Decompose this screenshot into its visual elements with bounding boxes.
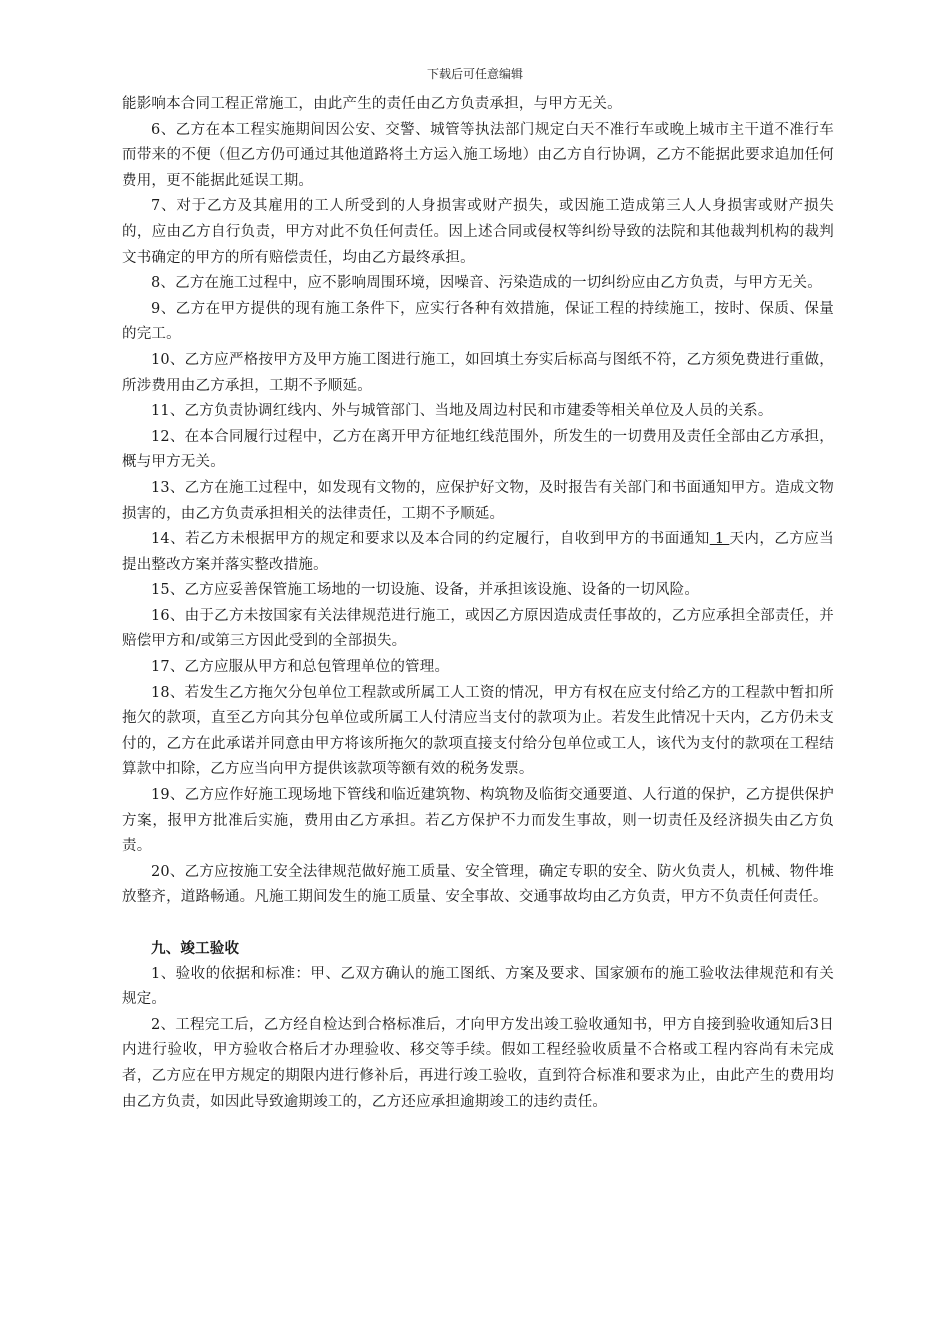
clause-20: 20、乙方应按施工安全法律规范做好施工质量、安全管理，确定专职的安全、防火负责人，机械、物件堆放整齐，道路畅通。凡施工期间发生的施工质量、安全事故、交通事故均由乙方负责，甲方不负责任何责任。 (122, 863, 834, 906)
acceptance-item-2: 2、工程完工后，乙方经自检达到合格标准后，才向甲方发出竣工验收通知书，甲方自接到验收通知后3日内进行验收，甲方验收合格后才办理验收、移交等手续。假如工程经验收质量不合格或工程内容尚有未完成者，乙方应在甲方规定的期限内进行修补后，再进行竣工验收，直到符合标准和要求为止，由此产生的费用均由乙方负责，如因此导致逾期竣工的，乙方还应承担逾期竣工的违约责任。 (122, 1016, 834, 1110)
clause-19: 19、乙方应作好施工现场地下管线和临近建筑物、构筑物及临街交通要道、人行道的保护，乙方提供保护方案，报甲方批准后实施，费用由乙方承担。若乙方保护不力而发生事故，则一切责任及经济损失由乙方负责。 (122, 787, 834, 855)
clause-6: 6、乙方在本工程实施期间因公安、交警、城管等执法部门规定白天不准行车或晚上城市主干道不准行车而带来的不便（但乙方仍可通过其他道路将土方运入施工场地）由乙方自行协调，乙方不能据此要求追加任何费用，更不能据此延误工期。 (122, 121, 834, 189)
clause-7: 7、对于乙方及其雇用的工人所受到的人身损害或财产损失，或因施工造成第三人人身损害或财产损失的，应由乙方自行负责，甲方对此不负任何责任。因上述合同或侵权等纠纷导致的法院和其他裁判机构的裁判文书确定的甲方的所有赔偿责任，均由乙方最终承担。 (122, 198, 834, 266)
clause-14 (122, 527, 834, 578)
page-header: 下载后可任意编辑 (426, 67, 523, 81)
continuation-paragraph: 能影响本合同工程正常施工，由此产生的责任由乙方负责承担，与甲方无关。 (122, 96, 622, 112)
clause-16: 16、由于乙方未按国家有关法律规范进行施工，或因乙方原因造成责任事故的，乙方应承担全部责任，并赔偿甲方和/或第三方因此受到的全部损失。 (122, 607, 834, 650)
document-body (122, 92, 834, 1115)
clause-15: 15、乙方应妥善保管施工场地的一切设施、设备，并承担该设施、设备的一切风险。 (151, 582, 700, 599)
clause-9: 9、乙方在甲方提供的现有施工条件下，应实行各种有效措施，保证工程的持续施工，按时、保质、保量的完工。 (122, 300, 834, 343)
clause-14-text-after: 天内，乙方应当提出整改方案并落实整改措施。 (122, 531, 834, 573)
clause-13: 13、乙方在施工过程中，如发现有文物的，应保护好文物，及时报告有关部门和书面通知甲方。造成文物损害的，由乙方负责承担相关的法律责任，工期不予顺延。 (122, 479, 834, 522)
clause-11: 11、乙方负责协调红线内、外与城管部门、当地及周边村民和市建委等相关单位及人员的关系。 (151, 403, 773, 420)
clause-14-text-before: 14、若乙方未根据甲方的规定和要求以及本合同的约定履行，自收到甲方的书面通知 (151, 531, 710, 548)
clause-14-days-blank: 1 (709, 531, 730, 548)
clause-10: 10、乙方应严格按甲方及甲方施工图进行施工，如回填土夯实后标高与图纸不符，乙方须免费进行重做，所涉费用由乙方承担，工期不予顺延。 (122, 351, 834, 394)
acceptance-item-1: 1、验收的依据和标准：甲、乙双方确认的施工图纸、方案及要求、国家颁布的施工验收法律规范和有关规定。 (122, 965, 834, 1008)
section-heading-acceptance: 九、竣工验收 (151, 940, 240, 957)
clause-18: 18、若发生乙方拖欠分包单位工程款或所属工人工资的情况，甲方有权在应支付给乙方的工程款中暂扣所拖欠的款项，直至乙方向其分包单位或所属工人付清应当支付的款项为止。若发生此情况十天内，乙方仍未支付的，乙方在此承诺并同意由甲方将该所拖欠的款项直接支付给分包单位或工人，该代为支付的款项在工程结算款中扣除，乙方应当向甲方提供该款项等额有效的税务发票。 (122, 684, 834, 778)
clause-8: 8、乙方在施工过程中，应不影响周围环境，因噪音、污染造成的一切纠纷应由乙方负责，与甲方无关。 (151, 275, 822, 292)
clause-12: 12、在本合同履行过程中，乙方在离开甲方征地红线范围外，所发生的一切费用及责任全部由乙方承担，概与甲方无关。 (122, 428, 834, 471)
clause-17: 17、乙方应服从甲方和总包管理单位的管理。 (151, 659, 450, 676)
